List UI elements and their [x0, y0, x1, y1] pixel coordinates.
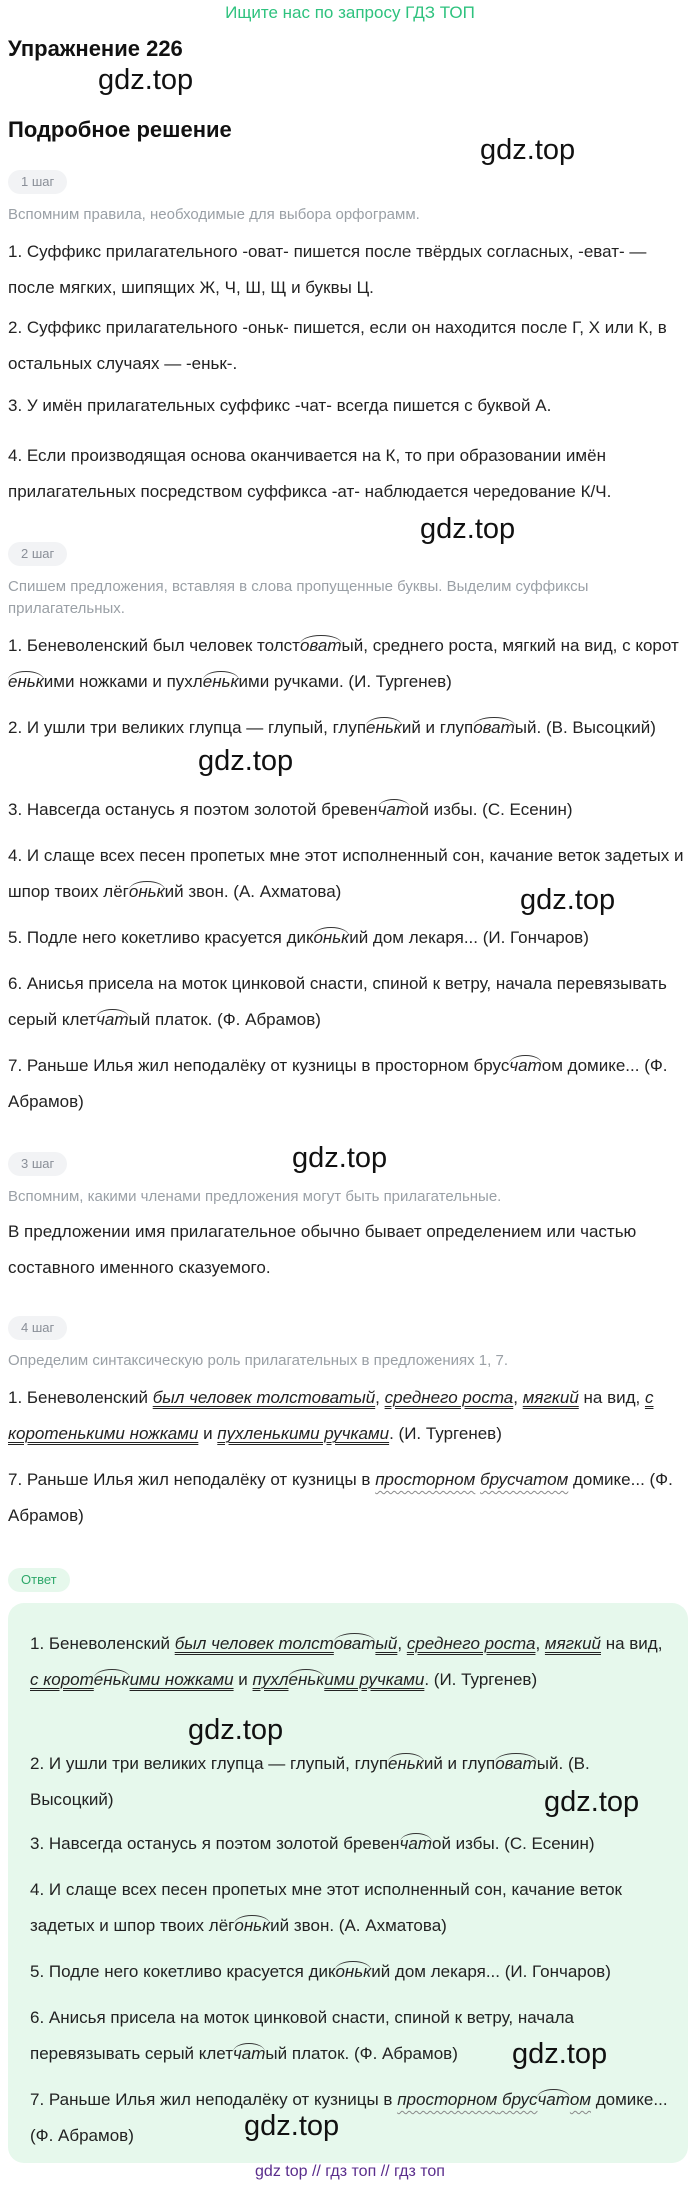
- suffix-mark: чат: [233, 2044, 266, 2063]
- suffix-mark: оньк: [234, 1916, 271, 1935]
- step-badge-3: 3 шаг: [8, 1152, 67, 1176]
- suffix-mark: еньк: [8, 672, 44, 691]
- text: 4. И слаще всех песен пропетых мне этот исполненный сон, качание веток задетых и шпор твоих лёг: [8, 846, 684, 901]
- suffix-mark: оньк: [313, 928, 350, 947]
- text: и: [198, 1424, 218, 1443]
- text: с корот: [30, 1670, 94, 1689]
- text: 1. Беневоленский: [30, 1634, 175, 1653]
- attribute-underline: мягкий: [522, 1388, 579, 1407]
- text: ий дом лекаря... (И. Гончаров): [371, 1962, 611, 1981]
- top-banner[interactable]: Ищите нас по запросу ГДЗ ТОП: [225, 3, 475, 22]
- attribute-wavy: просторном: [375, 1470, 476, 1489]
- suffix-mark: оньк: [128, 882, 165, 901]
- attribute-wavy: просторном: [397, 2090, 498, 2109]
- text: домике... (Ф. Абрамов): [30, 2090, 668, 2145]
- text: ий звон. (А. Ахматова): [270, 1916, 447, 1935]
- text: 1. Беневоленский: [8, 1388, 153, 1407]
- text: ий и глуп: [401, 718, 474, 737]
- suffix-mark: еньк: [388, 1754, 424, 1773]
- text: ий и глуп: [423, 1754, 496, 1773]
- text: был человек толст: [174, 1634, 334, 1653]
- text: ими ручками. (И. Тургенев): [238, 672, 452, 691]
- sentence-6: [8, 966, 688, 1038]
- step2-hint: Спишем предложения, вставляя в слова пропущенные буквы. Выделим суффиксы прилагательных.: [8, 578, 589, 617]
- suffix-mark: еньк: [366, 718, 402, 737]
- text: . (И. Тургенев): [389, 1424, 502, 1443]
- text: ой избы. (С. Есенин): [410, 800, 573, 819]
- text: 1. Беневоленский был человек толст: [8, 636, 300, 655]
- sentence-3: [8, 792, 688, 828]
- attribute-wavy: [497, 2090, 591, 2109]
- step4-hint: Определим синтаксическую роль прилагательных в предложениях 1, 7.: [8, 1352, 508, 1369]
- text: ими ножками: [129, 1670, 234, 1689]
- text: ими ручками: [324, 1670, 425, 1689]
- text: 2. И ушли три великих глупца — глупый, глуп: [8, 718, 367, 737]
- attribute-underline: с коротенькими ножками: [8, 1388, 654, 1443]
- text: . (И. Тургенев): [424, 1670, 538, 1689]
- rule-3: 3. У имён прилагательных суффикс -чат- всегда пишется с буквой А.: [8, 396, 552, 415]
- suffix-mark: чат: [96, 1010, 129, 1029]
- text: ой избы. (С. Есенин): [432, 1834, 595, 1853]
- predicate-underline: [175, 1634, 398, 1653]
- watermark: gdz.top: [420, 513, 516, 545]
- watermark: gdz.top: [480, 134, 576, 166]
- text: 5. Подле него кокетливо красуется дик: [30, 1962, 336, 1981]
- text: ый: [375, 1634, 398, 1653]
- suffix-mark: оват: [299, 636, 342, 655]
- solution-heading: Подробное решение: [8, 117, 232, 142]
- suffix-mark: еньк: [288, 1670, 325, 1689]
- predicate-underline: был человек толстоватый: [152, 1388, 376, 1407]
- text: 7. Раньше Илья жил неподалёку от кузницы в просторном брус: [8, 1056, 510, 1075]
- suffix-mark: еньк: [93, 1670, 130, 1689]
- rule-2: 2. Суффикс прилагательного -оньк- пишется, если он находится после Г, Х или К, в остальных случаях — -еньк-.: [8, 318, 667, 373]
- attribute-underline: среднего роста: [384, 1388, 514, 1407]
- text: ими ножками и пухл: [43, 672, 203, 691]
- step3-hint: Вспомним, какими членами предложения могут быть прилагательные.: [8, 1188, 502, 1205]
- text: ий дом лекаря... (И. Гончаров): [349, 928, 589, 947]
- sentence-5: [8, 920, 688, 956]
- answer-1: [30, 1626, 670, 1698]
- text: 6. Анисья присела на моток цинковой снасти, спиной к ветру, начала перевязывать серый клет: [8, 974, 667, 1029]
- text: 3. Навсегда останусь я поэтом золотой бревен: [8, 800, 378, 819]
- text: 5. Подле него кокетливо красуется дик: [8, 928, 314, 947]
- watermark: gdz.top: [520, 884, 616, 916]
- suffix-mark: оват: [473, 718, 515, 737]
- step-badge-1: 1 шаг: [8, 170, 67, 194]
- text: домике... (Ф. Абрамов): [8, 1470, 673, 1525]
- attribute-underline: среднего роста: [406, 1634, 536, 1653]
- answer-5: [30, 1954, 670, 1990]
- answer-4: [30, 1872, 670, 1944]
- text: 7. Раньше Илья жил неподалёку от кузницы в: [30, 2090, 398, 2109]
- suffix-mark: оньк: [335, 1962, 372, 1981]
- text: ий звон. (А. Ахматова): [164, 882, 342, 901]
- text: ый. (В. Высоцкий): [30, 1754, 590, 1809]
- suffix-mark: оват: [333, 1634, 376, 1653]
- rule-4: 4. Если производящая основа оканчивается на К, то при образовании имён прилагательных посредством суффикса -ат- наблюдается чередование К/Ч.: [8, 446, 612, 501]
- watermark: gdz.top: [512, 2038, 608, 2070]
- text: пухл: [252, 1670, 289, 1689]
- footer-links[interactable]: gdz top // гдз топ // гдз топ: [255, 2163, 445, 2180]
- text: ,: [375, 1388, 385, 1407]
- attribute-underline: мягкий: [544, 1634, 601, 1653]
- step3-text: В предложении имя прилагательное обычно бывает определением или частью составного именного сказуемого.: [8, 1222, 637, 1277]
- suffix-mark: еньк: [202, 672, 239, 691]
- text: ,: [513, 1388, 523, 1407]
- analysis-7: [8, 1462, 688, 1534]
- rule-1: 1. Суффикс прилагательного -оват- пишется после твёрдых согласных, -еват- — после мягких, шипящих Ж, Ч, Ш, Щ и буквы Ц.: [8, 242, 647, 297]
- text: ,: [535, 1634, 545, 1653]
- text: ,: [397, 1634, 407, 1653]
- watermark: gdz.top: [98, 64, 194, 96]
- attribute-wavy: брусчатом: [480, 1470, 569, 1489]
- exercise-title: Упражнение 226: [8, 36, 183, 61]
- watermark: gdz.top: [244, 2110, 340, 2142]
- text: ый. (В. Высоцкий): [514, 718, 656, 737]
- suffix-mark: чат: [399, 1834, 432, 1853]
- attribute-underline: [30, 1670, 234, 1689]
- text: ый, среднего роста, мягкий на вид, с корот: [341, 636, 679, 655]
- suffix-mark: чат: [377, 800, 410, 819]
- sentence-1: [8, 628, 688, 700]
- text: 3. Навсегда останусь я поэтом золотой бревен: [30, 1834, 400, 1853]
- text: брус: [497, 2090, 538, 2109]
- watermark: gdz.top: [544, 1786, 640, 1818]
- text: и: [233, 1670, 253, 1689]
- answer-badge: Ответ: [8, 1568, 70, 1592]
- answer-3: [30, 1826, 670, 1862]
- attribute-underline: пухленькими ручками: [217, 1424, 390, 1443]
- suffix-mark: чат: [509, 1056, 542, 1075]
- attribute-underline: [253, 1670, 425, 1689]
- text: 6. Анисья присела на моток цинковой снасти, спиной к ветру, начала перевязывать серый клет: [30, 2008, 574, 2063]
- step-badge-4: 4 шаг: [8, 1316, 67, 1340]
- text: ый платок. (Ф. Абрамов): [265, 2044, 458, 2063]
- sentence-7: [8, 1048, 688, 1120]
- text: ом: [569, 2090, 592, 2109]
- analysis-1: [8, 1380, 688, 1452]
- watermark: gdz.top: [292, 1142, 388, 1174]
- text: на вид,: [600, 1634, 663, 1653]
- text: 2. И ушли три великих глупца — глупый, глуп: [30, 1754, 389, 1773]
- text: на вид,: [578, 1388, 645, 1407]
- text: ый платок. (Ф. Абрамов): [128, 1010, 321, 1029]
- watermark: gdz.top: [188, 1714, 284, 1746]
- step1-hint: Вспомним правила, необходимые для выбора орфограмм.: [8, 206, 420, 223]
- text: 7. Раньше Илья жил неподалёку от кузницы в: [8, 1470, 376, 1489]
- text: ом домике... (Ф. Абрамов): [8, 1056, 668, 1111]
- watermark: gdz.top: [198, 745, 294, 777]
- suffix-mark: оват: [495, 1754, 537, 1773]
- suffix-mark: чат: [537, 2090, 570, 2109]
- step-badge-2: 2 шаг: [8, 542, 67, 566]
- sentence-2: [8, 710, 688, 746]
- text: 4. И слаще всех песен пропетых мне этот исполненный сон, качание веток задетых и шпор твоих лёг: [30, 1880, 622, 1935]
- answer-7: [30, 2082, 670, 2154]
